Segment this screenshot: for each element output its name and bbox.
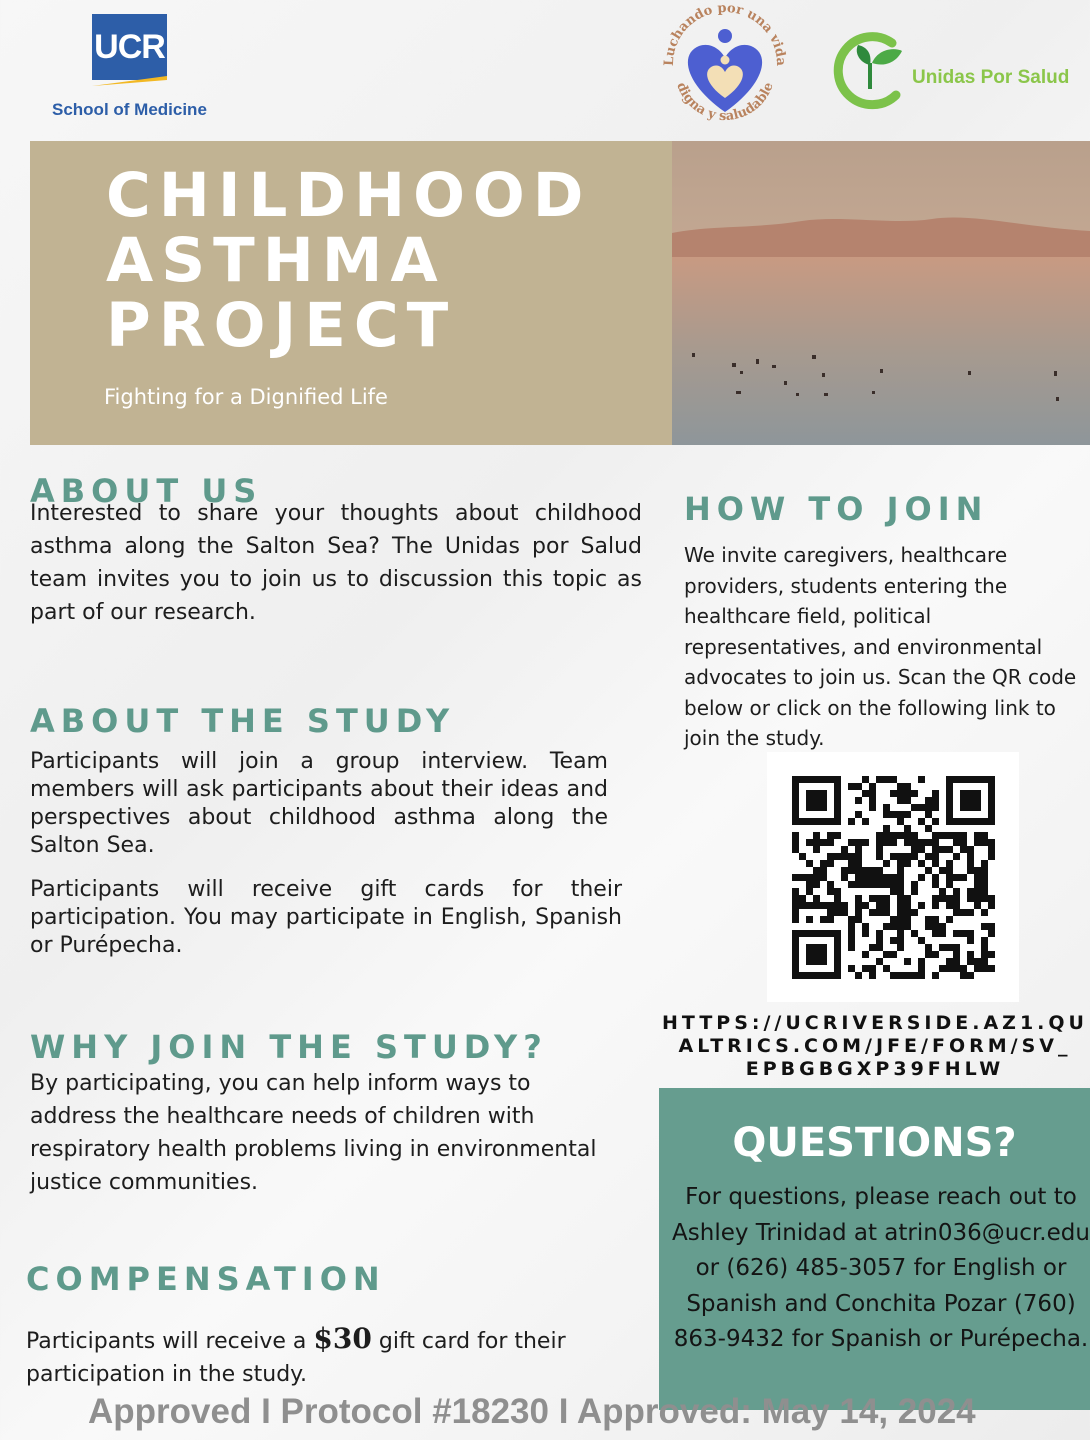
about-study-text-1: Participants will join a group interview. Team members will ask participants about their ideas and perspectives about childhood asthma along the Salton Sea.: [30, 749, 608, 858]
questions-text: For questions, please reach out to Ashley Trinidad at atrin036@ucr.edu or (626) 485-3057 for English or Spanish and Conchita Pozar (760) 863-9432 for Spanish or Purépecha.: [672, 1184, 1090, 1352]
ucr-logo: [52, 14, 212, 126]
compensation-heading: COMPENSATION: [26, 1260, 386, 1298]
about-us-text: Interested to share your thoughts about childhood asthma along the Salton Sea? The Unidas por Salud team invites you to join us to discussion this topic as part of our research.: [30, 501, 642, 625]
compensation-text-after: gift card for their participation in the study.: [26, 1329, 566, 1387]
compensation-amount: $30: [313, 1322, 372, 1355]
banner-title-line-2: ASTHMA: [106, 225, 446, 296]
banner-title: [106, 160, 592, 361]
salton-sea-image: [672, 141, 1090, 445]
compensation-text-before: Participants will receive a: [26, 1329, 314, 1354]
why-join-heading: WHY JOIN THE STUDY?: [30, 1028, 548, 1066]
approval-footer: Approved I Protocol #18230 I Approved: May 14, 2024: [88, 1392, 976, 1431]
compensation-text: [26, 1322, 586, 1391]
ucr-logo-subtitle: School of Medicine: [52, 100, 207, 119]
heart-logo-bottom-text: digna y saludable: [673, 80, 777, 125]
heart-logo-top-text: Luchando por una vida: [661, 2, 789, 67]
about-study-text-2: Participants will receive gift cards for their participation. You may participate in English, Spanish or Purépecha.: [30, 877, 622, 958]
questions-box: [659, 1088, 1090, 1410]
why-join-text: By participating, you can help inform ways to address the healthcare needs of children with respiratory health problems living in environmental justice communities.: [30, 1071, 597, 1195]
salton-sea-photo: [672, 141, 1090, 445]
how-to-join-heading: HOW TO JOIN: [684, 490, 989, 528]
about-us-heading: ABOUT US: [30, 472, 263, 510]
qr-code[interactable]: [767, 752, 1019, 1002]
banner-title-line-1: CHILDHOOD: [106, 160, 592, 231]
about-study-heading: ABOUT THE STUDY: [30, 702, 456, 740]
ucr-logo-mark: UCR: [92, 14, 167, 80]
heart-logo-graphic: [655, 2, 795, 137]
leaf-icon: [830, 25, 920, 115]
heart-logo: [655, 2, 795, 137]
questions-heading: QUESTIONS?: [732, 1120, 1017, 1166]
unidas-logo-text: Unidas Por Salud: [912, 67, 1070, 88]
qr-code-icon: [767, 752, 1019, 1002]
banner-subtitle: Fighting for a Dignified Life: [104, 385, 388, 409]
study-link[interactable]: HTTPS://UCRIVERSIDE.AZ1.QU ALTRICS.COM/JFE/FORM/SV_ EPBGBGXP39FHLW: [662, 1012, 1088, 1080]
unidas-por-salud-logo: [830, 25, 1080, 115]
how-to-join-text: We invite caregivers, healthcare providers, students entering the healthcare field, political representatives, and environmental advocates to join us. Scan the QR code below or click on the following link to join the study.: [684, 543, 1077, 750]
title-banner: [30, 141, 672, 445]
banner-title-line-3: PROJECT: [106, 290, 457, 361]
